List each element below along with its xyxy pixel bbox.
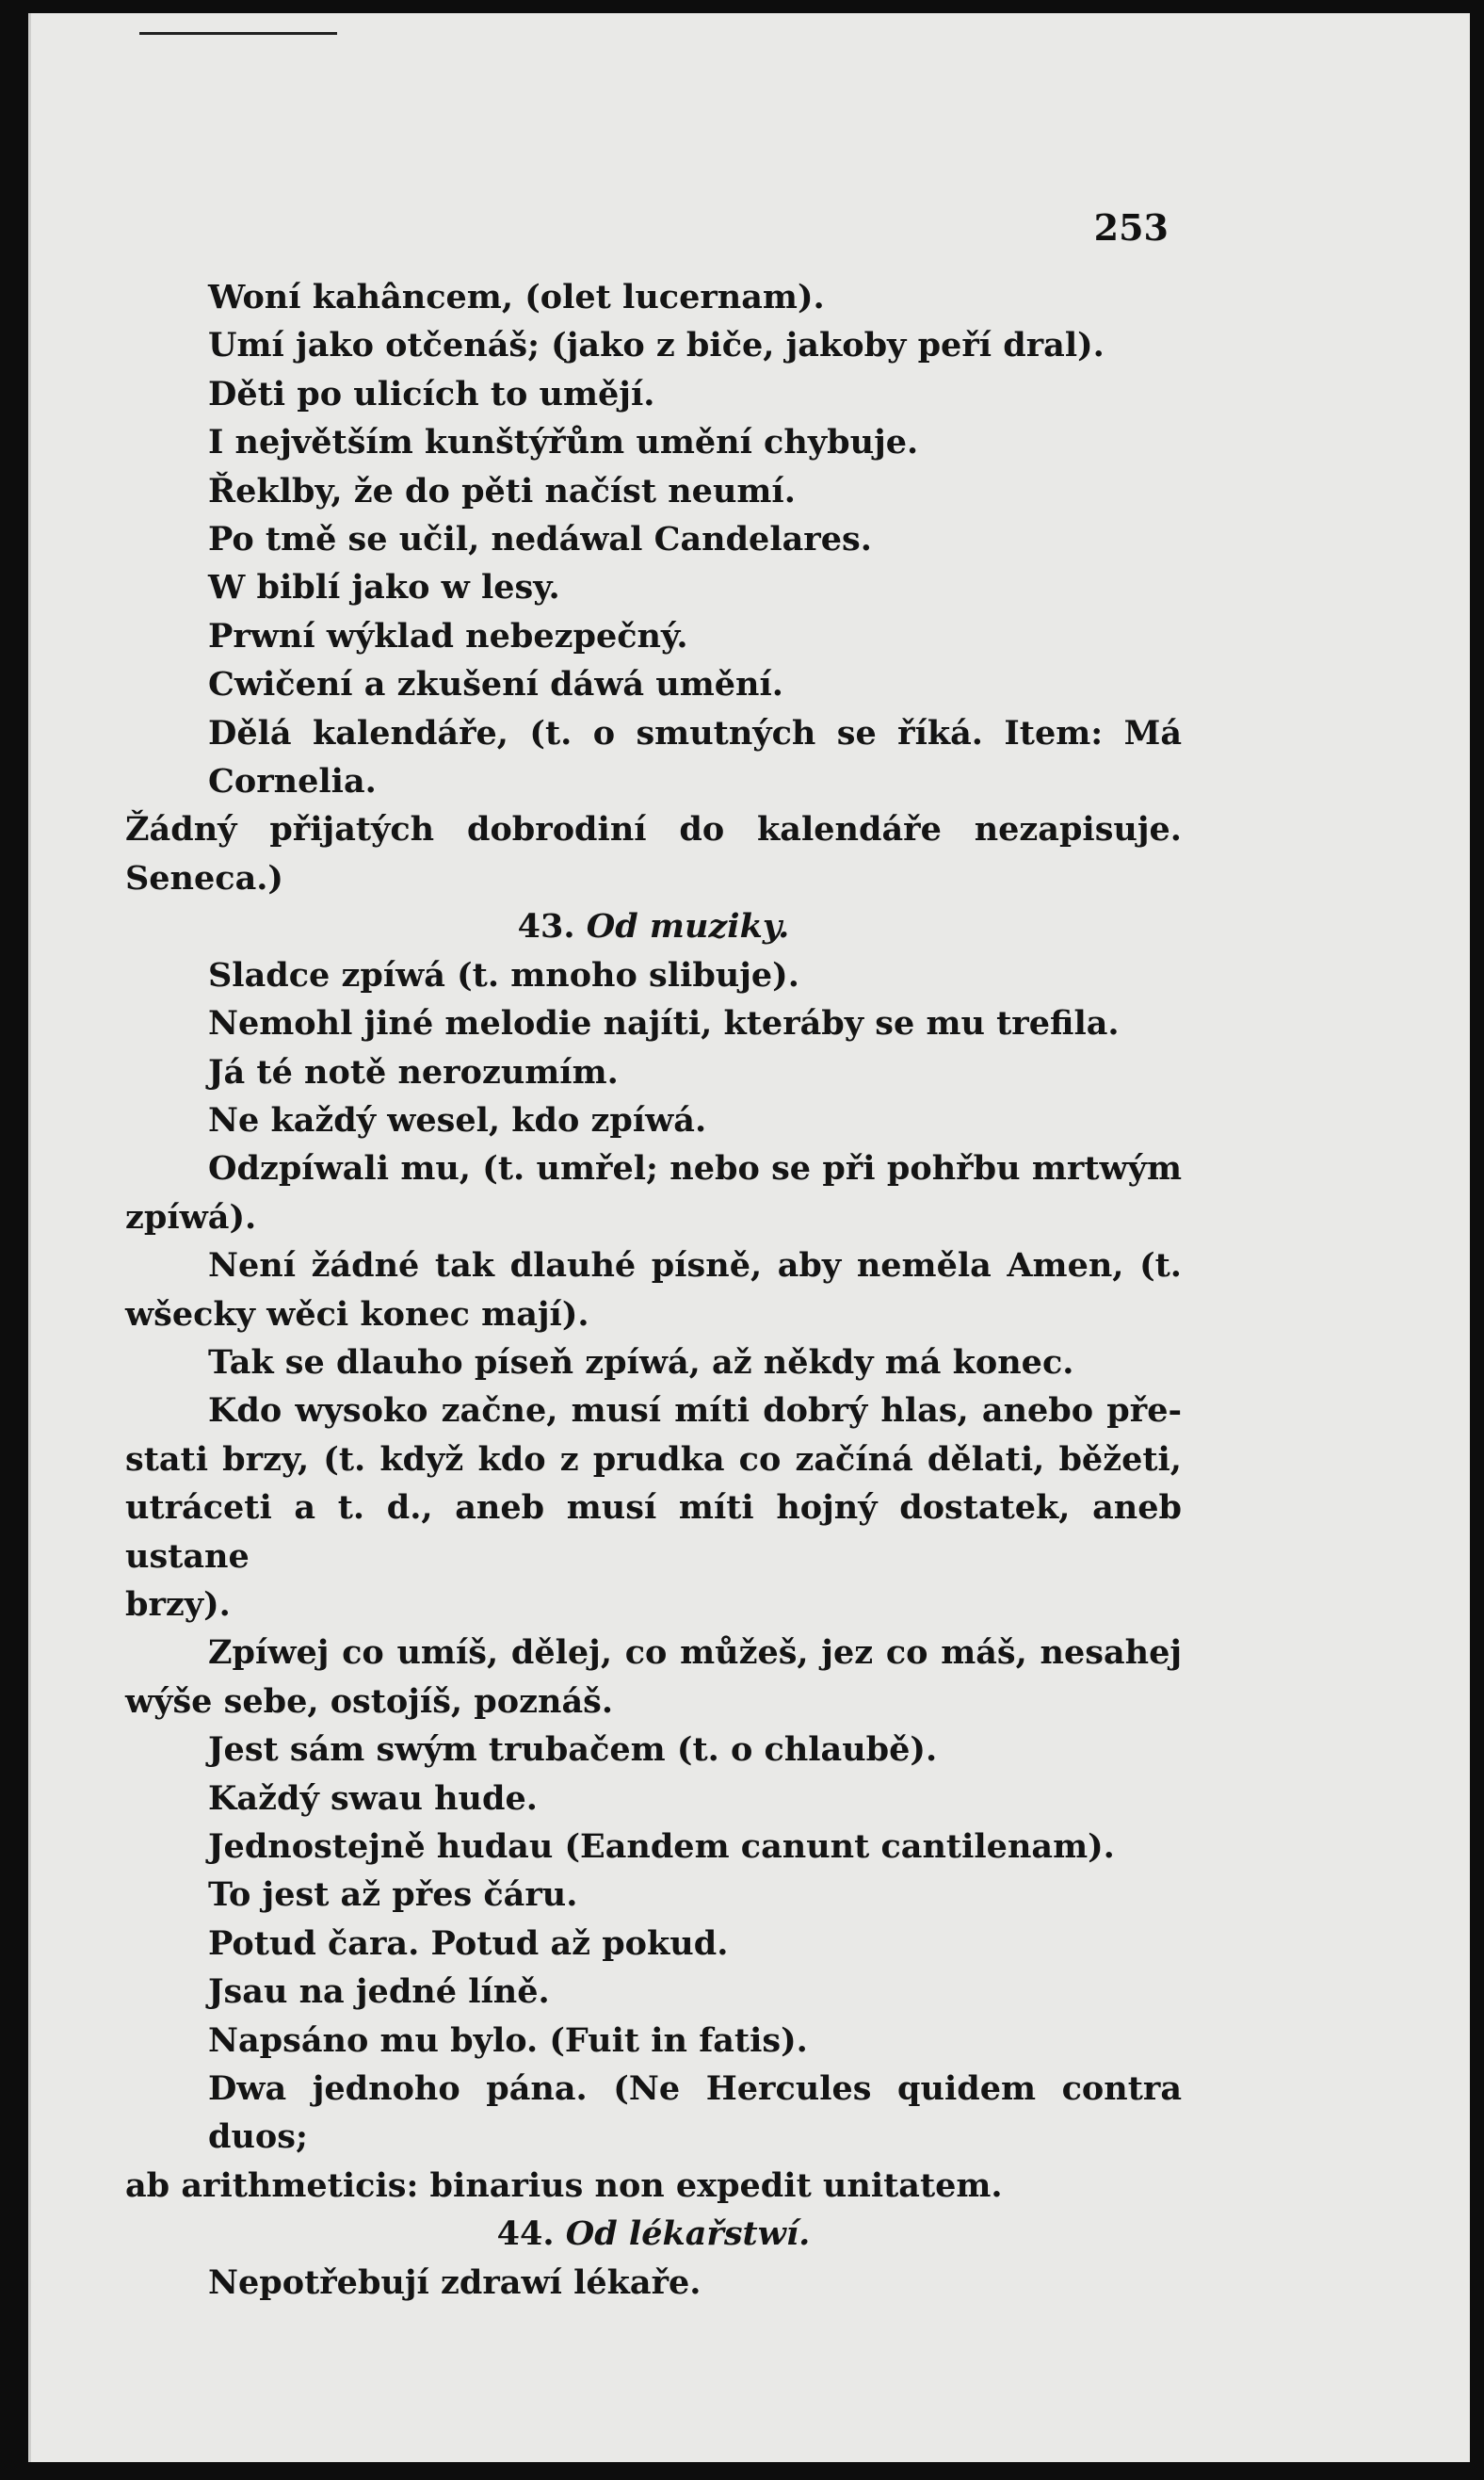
text-line: wýše sebe, ostojíš, poznáš. <box>125 1681 614 1721</box>
text-line: Kdo wysoko začne, musí míti dobrý hlas, anebo pře- <box>208 1391 1182 1431</box>
section-heading-43 <box>125 902 1182 950</box>
text-line: Jednostejně hudau (Eandem canunt cantilenam). <box>208 1827 1115 1866</box>
text-line: W biblí jako w lesy. <box>208 568 560 608</box>
text-line: Řeklby, že do pěti načíst neumí. <box>208 471 796 511</box>
text-line: brzy). <box>125 1584 231 1624</box>
text-line: Tak se dlauho píseň zpíwá, až někdy má konec. <box>208 1342 1074 1382</box>
page-body <box>125 273 1182 2307</box>
text-line: Cwičení a zkušení dáwá umění. <box>208 665 783 705</box>
section-title: Od muziky. <box>586 907 790 947</box>
text-line: Není žádné tak dlauhé písně, aby neměla Amen, (t. <box>208 1246 1182 1286</box>
section-number: 43. <box>517 907 575 947</box>
text-line: utráceti a t. d., aneb musí míti hojný dostatek, aneb ustane <box>125 1488 1182 1576</box>
text-line: Prwní wýklad nebezpečný. <box>208 616 688 656</box>
text-line: Každý swau hude. <box>208 1778 538 1818</box>
text-line: Po tmě se učil, nedáwal Candelares. <box>208 520 872 559</box>
text-line: Nemohl jiné melodie najíti, kteráby se mu trefila. <box>208 1004 1120 1044</box>
text-line: Umí jako otčenáš; (jako z biče, jakoby peří dral). <box>208 326 1105 365</box>
text-line: ab arithmeticis: binarius non expedit unitatem. <box>125 2165 1003 2205</box>
top-rule <box>139 32 337 35</box>
text-line: Potud čara. Potud až pokud. <box>208 1923 729 1963</box>
text-line: Woní kahâncem, (olet lucernam). <box>208 278 825 316</box>
text-line: zpíwá). <box>125 1197 257 1237</box>
text-line: Já té notě nerozumím. <box>208 1052 619 1092</box>
text-line: Jest sám swým trubačem (t. o chlaubě). <box>208 1730 938 1770</box>
section-heading-44 <box>125 2210 1182 2258</box>
text-line: To jest až přes čáru. <box>208 1875 578 1915</box>
text-line: Nepotřebují zdrawí lékaře. <box>208 2262 702 2302</box>
text-line: Ne každý wesel, kdo zpíwá. <box>208 1100 707 1140</box>
text-line: Odzpíwali mu, (t. umřel; nebo se při pohřbu mrtwým <box>208 1149 1182 1189</box>
text-line: Dělá kalendáře, (t. o smutných se říká. Item: Má Cornelia. <box>208 713 1182 802</box>
book-page <box>28 13 1470 2462</box>
text-line: Dwa jednoho pána. (Ne Hercules quidem contra duos; <box>208 2069 1182 2157</box>
text-line: I největším kunštýřům umění chybuje. <box>208 423 919 462</box>
section-number: 44. <box>496 2214 555 2254</box>
text-line: Sladce zpíwá (t. mnoho slibuje). <box>208 955 799 995</box>
text-line: Děti po ulicích to umějí. <box>208 374 655 413</box>
text-line: Jsau na jedné líně. <box>208 1972 550 2012</box>
text-line: Napsáno mu bylo. (Fuit in fatis). <box>208 2020 808 2060</box>
page-number: 253 <box>1093 206 1169 249</box>
text-line: Žádný přijatých dobrodiní do kalendáře nezapisuje. Seneca.) <box>125 810 1182 898</box>
text-line: stati brzy, (t. když kdo z prudka co začíná dělati, běžeti, <box>125 1439 1182 1479</box>
text-line: wšecky wěci konec mají). <box>125 1294 589 1334</box>
text-line: Zpíwej co umíš, dělej, co můžeš, jez co máš, nesahej <box>208 1633 1182 1673</box>
section-title: Od lékařstwí. <box>565 2214 811 2254</box>
